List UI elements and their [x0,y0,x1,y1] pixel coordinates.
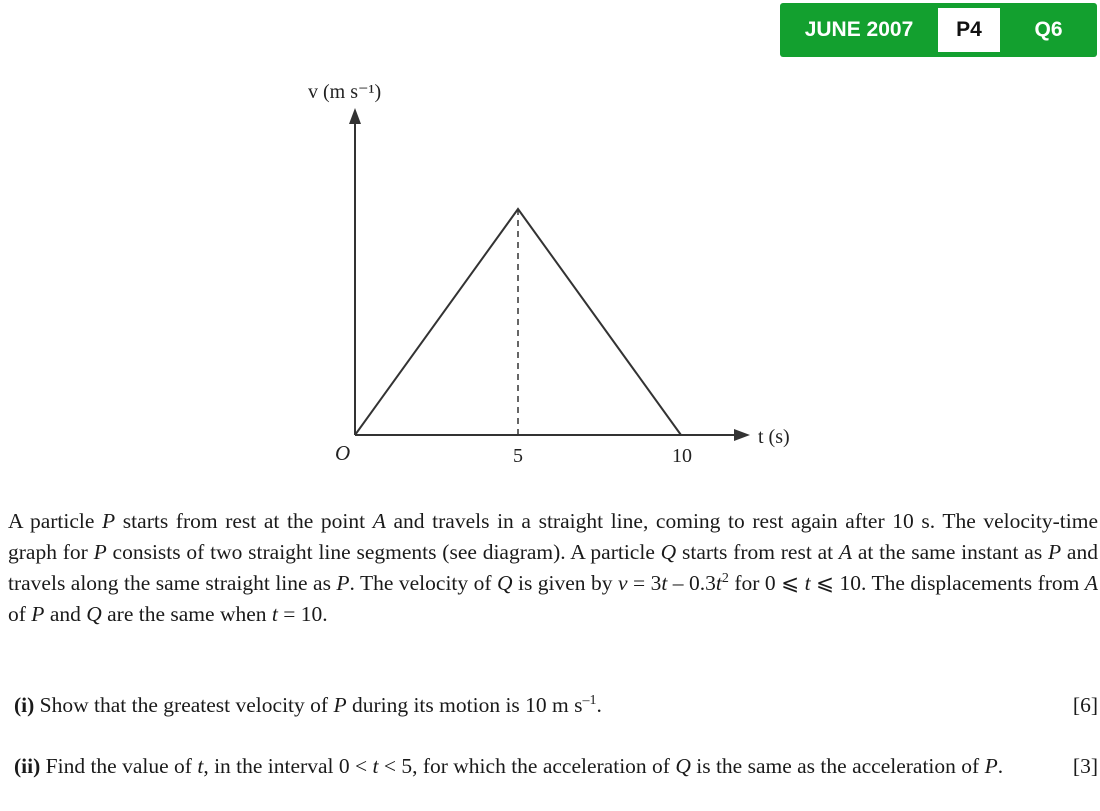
exam-date: JUNE 2007 [804,18,914,41]
part-ii-text: Find the value of t, in the interval 0 < t < 5, for which the acceleration of Q is the same as the acceleration of P. [40,754,1004,778]
y-axis-arrow [349,108,361,124]
question-number: Q6 [1034,18,1063,41]
paper-number: P4 [938,8,1000,52]
origin-label: O [335,441,351,465]
part-i [14,690,1098,721]
question-stem: A particle P starts from rest at the point A and travels in a straight line, coming to rest again after 10 s. The velocity-time graph for P consists of two straight line segments (see diagram). A particle Q starts from rest at A at the same instant as P and travels along the same straight line as P. The velocity of Q is given by $v = 3t - 0.3t^2$ for 0 ⩽ t ⩽ 10. The displacements from A of P and Q are the same when t = 10. [8,509,1099,626]
part-ii-number: (ii) [14,754,41,778]
y-axis-label: v (m s⁻¹) [308,81,382,103]
part-ii [14,751,1098,782]
part-i-marks: [6] [1072,693,1098,717]
part-ii-marks: [3] [1072,754,1098,778]
x-tick-label-10: 10 [672,445,692,467]
x-axis-arrow [734,429,750,441]
part-i-text: Show that the greatest velocity of P during its motion is 10 m $s^{-1}$. [34,692,602,717]
part-i-number: (i) [14,693,35,717]
x-tick-label-5: 5 [513,445,523,467]
x-axis-label: t (s) [758,426,790,448]
